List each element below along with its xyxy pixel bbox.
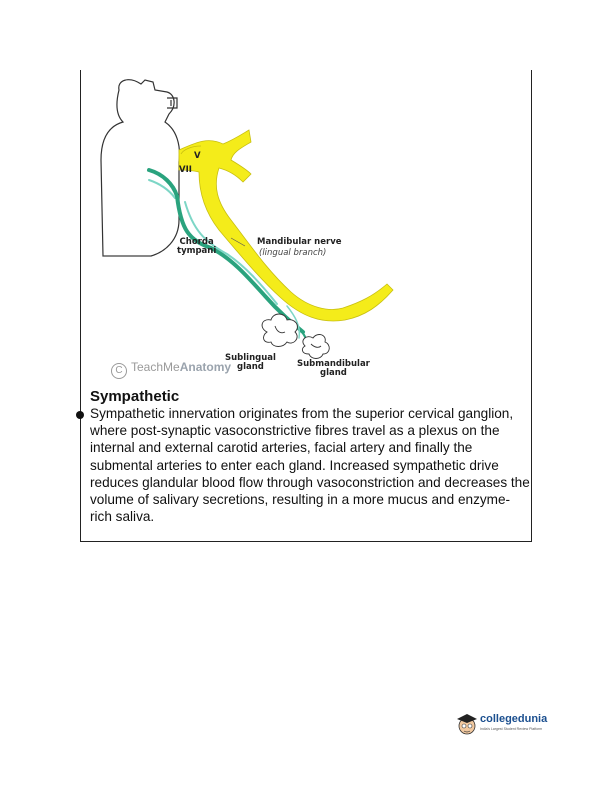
label-mandibular-nerve: Mandibular nerve — [257, 237, 342, 247]
section-title: Sympathetic — [90, 388, 180, 405]
graduate-mascot-icon — [456, 712, 478, 738]
logo-tagline: India's Largest Student Review Platform — [480, 727, 543, 731]
collegedunia-logo — [456, 710, 560, 742]
label-sublingual-gland: Sublingual gland — [225, 353, 276, 372]
label-cranial-nerve-vii: VII — [179, 165, 192, 175]
brainstem-outline — [101, 80, 179, 256]
submandibular-gland — [302, 335, 329, 359]
section-body: Sympathetic innervation originates from the superior cervical ganglion, where post-synaptic vasoconstrictive fibres travel as a plexus on the internal and external carotid arteries, facial artery and finally the submental arteries to enter each gland. Increased sympathetic drive reduces glandular blood flow through vasoconstriction and decreases the volume of salivary secretions, resulting in a more mucus and enzyme-rich saliva. — [90, 406, 530, 525]
watermark-brand: Anatomy — [179, 360, 232, 374]
label-chorda-tympani: Chorda tympani — [177, 237, 217, 256]
sublingual-gland — [262, 314, 297, 347]
bullet-point-icon — [76, 411, 84, 419]
watermark-prefix: TeachMe — [131, 360, 180, 374]
label-lingual-branch: (lingual branch) — [259, 248, 327, 258]
copyright-icon: C — [111, 363, 127, 379]
diagram-svg — [81, 70, 533, 390]
label-cranial-nerve-v: V — [194, 151, 201, 161]
salivary-innervation-diagram — [81, 70, 533, 390]
content-box — [80, 70, 532, 542]
mandibular-nerve — [179, 130, 393, 321]
logo-wordmark: collegedunia — [480, 713, 548, 725]
label-submandibular-gland: Submandibular gland — [297, 359, 370, 378]
teachmeanatomy-watermark — [111, 360, 231, 379]
